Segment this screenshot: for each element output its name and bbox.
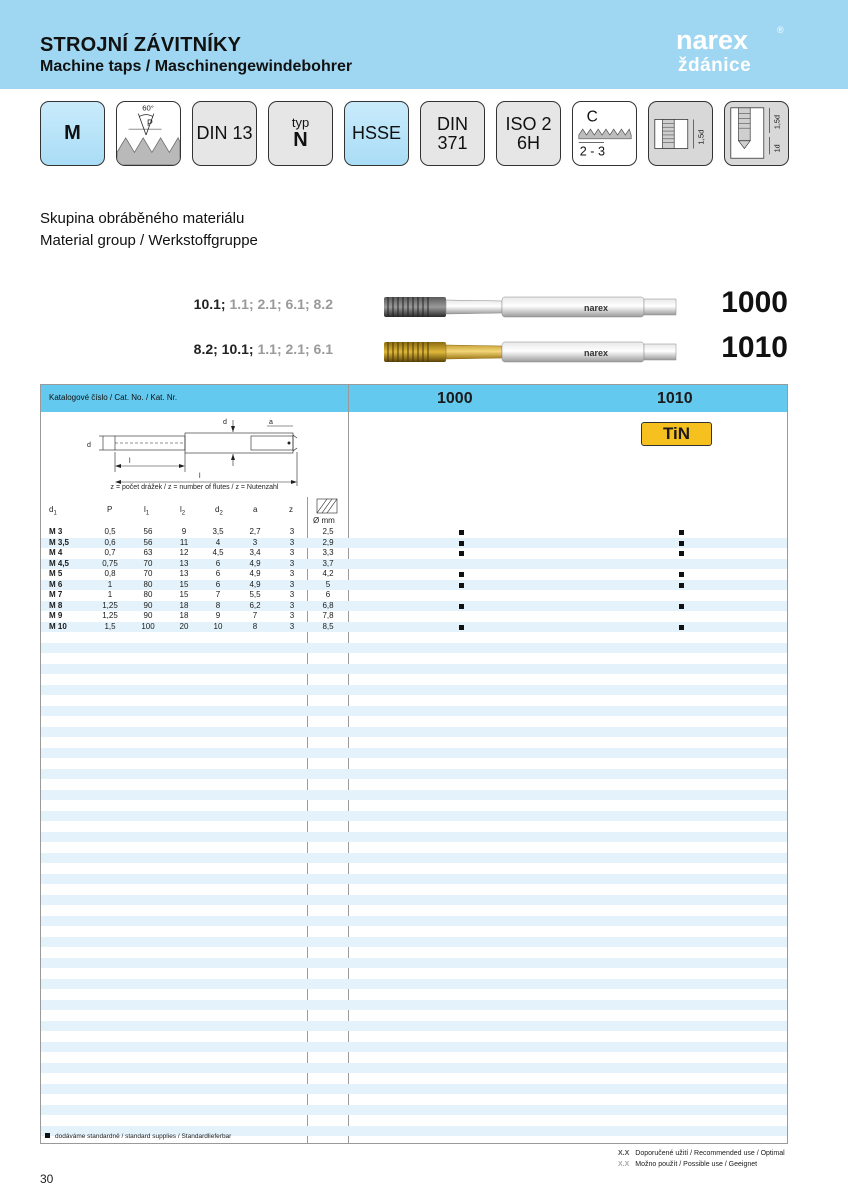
- table-row: [41, 674, 787, 685]
- cell-l2: 15: [179, 590, 189, 599]
- header-a: a: [253, 505, 258, 514]
- standard-supply-mark-1000: [459, 541, 464, 546]
- cell-drill: 6,8: [322, 600, 334, 610]
- table-row: [41, 758, 787, 769]
- dimension-table: [40, 384, 788, 1144]
- square-bullet-icon: [45, 1133, 50, 1138]
- cell-drill: 3,3: [322, 548, 334, 557]
- drawing-d2: d: [223, 419, 227, 426]
- iso-line1: ISO 2: [505, 113, 552, 134]
- blind-d-label: 1d: [772, 144, 782, 153]
- table-row: [41, 800, 787, 811]
- header-band: [0, 0, 848, 89]
- legend-possible: X.X Možno použít / Possible use / Geeignet: [618, 1161, 758, 1168]
- table-row: [41, 716, 787, 727]
- din371-icon: [420, 101, 485, 166]
- pitch-label: P: [147, 118, 153, 129]
- material-group-line1: Skupina obráběného materiálu: [40, 210, 245, 227]
- cell-l1: 56: [143, 537, 153, 547]
- cell-a: 8: [252, 621, 258, 631]
- standard-supply-mark-1000: [459, 583, 464, 588]
- table-row: [41, 559, 787, 570]
- chamfer-range: 2 - 3: [579, 144, 605, 159]
- table-header-bar: [41, 385, 787, 412]
- drawing-d1: d: [87, 442, 91, 449]
- cell-l2: 11: [179, 537, 189, 547]
- cell-p: 0,8: [104, 569, 116, 578]
- standard-supply-mark-1010: [679, 530, 684, 535]
- din13-label: DIN 13: [196, 123, 253, 143]
- cell-z: 3: [289, 600, 295, 610]
- cell-d1: M 6: [49, 579, 63, 589]
- material-group-line2: Material group / Werkstoffgruppe: [40, 232, 258, 249]
- cell-a: 4,9: [249, 569, 261, 578]
- tin-coating-badge: TiN: [641, 422, 712, 446]
- cell-a: 4,9: [249, 558, 261, 568]
- cell-drill: 8,5: [322, 621, 334, 631]
- cell-a: 7: [252, 611, 258, 620]
- typ-label: typ: [291, 115, 310, 131]
- cell-a: 3,4: [249, 548, 261, 557]
- table-row: [41, 1000, 787, 1011]
- blind-depth-label: 1,5d: [772, 115, 782, 130]
- table-row: [41, 1105, 787, 1116]
- metric-label: M: [64, 122, 81, 144]
- standard-supply-note: dodáváme standardně / standard supplies / Standardlieferbar: [45, 1133, 231, 1140]
- cell-p: 0,6: [104, 537, 116, 547]
- typ-value: N: [293, 128, 308, 151]
- cell-drill: 4,2: [322, 569, 334, 578]
- cell-l2: 18: [179, 611, 189, 620]
- cell-z: 3: [289, 527, 295, 536]
- cell-d1: M 4,5: [49, 558, 70, 568]
- cell-l2: 13: [179, 569, 189, 578]
- table-row: [41, 853, 787, 864]
- drawing-l1: l: [199, 473, 201, 480]
- table-row: [41, 748, 787, 759]
- table-body: [41, 527, 787, 1136]
- table-row: [41, 538, 787, 549]
- column-1000-header: 1000: [437, 390, 473, 407]
- logo-bottom-text: ždánice: [678, 55, 752, 76]
- din371-line1: DIN: [437, 113, 468, 134]
- cell-z: 3: [289, 621, 295, 631]
- page-title: STROJNÍ ZÁVITNÍKY: [40, 34, 242, 56]
- cell-p: 1,25: [102, 600, 118, 610]
- cell-l2: 15: [179, 579, 189, 589]
- standard-supply-mark-1010: [679, 583, 684, 588]
- cell-d2: 4: [215, 537, 221, 547]
- din13-icon: [192, 101, 257, 166]
- table-row: [41, 979, 787, 990]
- cell-d2: 7: [215, 590, 221, 599]
- chamfer-letter: C: [586, 108, 598, 126]
- table-row: [41, 874, 787, 885]
- header-d2: $d_2$: [215, 505, 223, 517]
- cell-d1: M 9: [49, 611, 63, 620]
- cell-p: 1: [107, 590, 113, 599]
- table-row: [41, 842, 787, 853]
- table-row: [41, 968, 787, 979]
- table-row: [41, 569, 787, 580]
- table-row: [41, 884, 787, 895]
- cell-p: 0,5: [104, 527, 116, 536]
- cell-d1: M 3,5: [49, 537, 70, 547]
- through-hole-icon: [648, 101, 713, 166]
- tolerance-icon: [496, 101, 561, 166]
- cell-drill: 7,8: [322, 611, 334, 620]
- table-row: [41, 632, 787, 643]
- table-row: [41, 664, 787, 675]
- cell-l1: 80: [143, 579, 153, 589]
- standard-supply-mark-1000: [459, 572, 464, 577]
- cell-d1: M 10: [49, 621, 67, 631]
- standard-supply-mark-1000: [459, 625, 464, 630]
- cell-z: 3: [289, 579, 295, 589]
- table-row: [41, 737, 787, 748]
- narex-logo: [674, 24, 786, 76]
- material-hsse-icon: [344, 101, 409, 166]
- table-row: [41, 811, 787, 822]
- table-row: [41, 1042, 787, 1053]
- standard-supply-mark-1010: [679, 604, 684, 609]
- usage-legend: [618, 1148, 785, 1170]
- cell-l2: 20: [179, 621, 189, 631]
- cell-d2: 6: [215, 579, 221, 589]
- table-row: [41, 790, 787, 801]
- cell-p: 1,5: [104, 621, 116, 631]
- cell-l2: 9: [181, 527, 187, 536]
- cell-l1: 90: [143, 611, 153, 620]
- table-row: [41, 989, 787, 1000]
- product-row-1000: [0, 286, 848, 326]
- thread-profile-icon: [116, 101, 181, 166]
- cell-l1: 100: [141, 621, 155, 631]
- page-subtitle: Machine taps / Maschinengewindebohrer: [40, 58, 353, 75]
- cell-d1: M 4: [49, 548, 63, 557]
- metric-thread-icon: [40, 101, 105, 166]
- standard-supply-mark-1000: [459, 551, 464, 556]
- table-row: [41, 727, 787, 738]
- standard-supply-mark-1010: [679, 551, 684, 556]
- table-row: [41, 779, 787, 790]
- iso-line2: 6H: [516, 132, 540, 153]
- table-row: [41, 611, 787, 622]
- header-z: z: [289, 505, 293, 514]
- standard-supply-mark-1000: [459, 530, 464, 535]
- cell-d2: 4,5: [212, 548, 224, 557]
- table-row: [41, 590, 787, 601]
- standard-supply-mark-1010: [679, 572, 684, 577]
- cell-z: 3: [289, 590, 295, 599]
- table-row: [41, 821, 787, 832]
- header-l2: $l_2$: [180, 505, 186, 517]
- table-row: [41, 580, 787, 591]
- table-row: [41, 947, 787, 958]
- cell-p: 0,75: [102, 558, 118, 568]
- cell-z: 3: [289, 548, 295, 557]
- table-row: [41, 695, 787, 706]
- table-row: [41, 685, 787, 696]
- cell-z: 3: [289, 569, 295, 578]
- drill-diameter-label: Ø mm: [313, 516, 335, 525]
- tap-brand-1000: narex: [584, 303, 609, 313]
- blind-hole-icon: [724, 101, 789, 166]
- cell-l1: 56: [143, 527, 153, 536]
- cell-d1: M 8: [49, 600, 63, 610]
- legend-recommended: X.X Doporučené užití / Recommended use / Optimal: [618, 1150, 785, 1157]
- cell-p: 0,7: [104, 548, 116, 557]
- header-l1: $l_1$: [144, 505, 150, 517]
- cell-l1: 70: [143, 569, 153, 578]
- cell-p: 1: [107, 579, 113, 589]
- table-row: [41, 926, 787, 937]
- cell-d1: M 5: [49, 569, 63, 578]
- cell-a: 2,7: [249, 527, 261, 536]
- property-icons: [40, 101, 788, 167]
- table-row: [41, 832, 787, 843]
- cell-drill: 2,9: [322, 537, 334, 547]
- catalog-number-label: Katalogové číslo / Cat. No. / Kat. Nr.: [49, 393, 178, 402]
- cell-l2: 18: [179, 600, 189, 610]
- hsse-label: HSSE: [351, 123, 402, 143]
- cell-drill: 3,7: [322, 558, 334, 568]
- cell-d2: 10: [213, 621, 223, 631]
- table-row: [41, 1031, 787, 1042]
- standard-supply-mark-1010: [679, 541, 684, 546]
- cell-d2: 8: [215, 600, 221, 610]
- din371-line2: 371: [437, 132, 468, 153]
- logo-top-text: narex: [676, 25, 749, 55]
- cell-z: 3: [289, 558, 295, 568]
- table-row: [41, 1094, 787, 1105]
- chamfer-icon: [572, 101, 637, 166]
- cell-drill: 5: [325, 579, 331, 589]
- table-row: [41, 653, 787, 664]
- table-row: [41, 643, 787, 654]
- cell-d1: M 3: [49, 527, 63, 536]
- cell-l2: 12: [179, 548, 189, 557]
- table-row: [41, 895, 787, 906]
- cell-a: 3: [252, 537, 258, 547]
- cell-d1: M 7: [49, 590, 63, 599]
- table-row: [41, 1073, 787, 1084]
- cell-a: 6,2: [249, 600, 261, 610]
- cell-z: 3: [289, 537, 295, 547]
- page-number: 30: [40, 1172, 54, 1186]
- drawing-a: a: [269, 419, 273, 426]
- cell-l1: 80: [143, 590, 153, 599]
- product-row-1010: [0, 331, 848, 371]
- header-p: P: [107, 505, 113, 514]
- cell-l1: 90: [143, 600, 153, 610]
- cell-z: 3: [289, 611, 295, 620]
- angle-label: 60°: [142, 103, 154, 113]
- tap-image-1010: [384, 337, 678, 367]
- cell-l2: 13: [179, 558, 189, 568]
- tap-type-icon: [268, 101, 333, 166]
- cell-l1: 63: [143, 548, 153, 557]
- table-row: [41, 916, 787, 927]
- standard-supply-mark-1010: [679, 625, 684, 630]
- table-row: [41, 905, 787, 916]
- cell-d2: 6: [215, 569, 221, 578]
- cell-d2: 3,5: [212, 527, 224, 536]
- cell-drill: 6: [325, 590, 331, 599]
- through-depth-label: 1,5d: [696, 129, 706, 145]
- table-row: [41, 1010, 787, 1021]
- cell-p: 1,25: [102, 611, 118, 620]
- table-row: [41, 527, 787, 538]
- cell-l1: 70: [143, 558, 153, 568]
- header-d1: $d_1$: [49, 505, 57, 517]
- cell-a: 4,9: [249, 579, 261, 589]
- cell-d2: 9: [215, 611, 221, 620]
- product-number-1010: 1010: [721, 331, 788, 364]
- tap-brand-1010: narex: [584, 348, 609, 358]
- cell-d2: 6: [215, 558, 221, 568]
- table-row: [41, 863, 787, 874]
- material-group-heading: [40, 208, 258, 252]
- table-row: [41, 1052, 787, 1063]
- table-row: [41, 601, 787, 612]
- flute-note: z = počet drážek / z = number of flutes / z = Nutenzahl: [110, 484, 279, 491]
- material-codes-1010: 8.2; 10.1; 1.1; 2.1; 6.1: [193, 341, 333, 357]
- table-row: [41, 622, 787, 633]
- table-row: [41, 1084, 787, 1095]
- column-1010-header: 1010: [657, 390, 693, 407]
- table-row: [41, 1063, 787, 1074]
- table-row: [41, 548, 787, 559]
- logo-registered-mark: ®: [777, 25, 784, 35]
- standard-supply-mark-1000: [459, 604, 464, 609]
- drawing-l2: l: [129, 458, 131, 465]
- table-row: [41, 937, 787, 948]
- table-row: [41, 1021, 787, 1032]
- product-number-1000: 1000: [721, 286, 788, 319]
- table-row: [41, 958, 787, 969]
- cell-a: 5,5: [249, 590, 261, 599]
- table-row: [41, 1115, 787, 1126]
- table-row: [41, 769, 787, 780]
- material-codes-1000: 10.1; 1.1; 2.1; 6.1; 8.2: [193, 296, 333, 312]
- cell-drill: 2,5: [322, 527, 334, 536]
- table-row: [41, 706, 787, 717]
- tap-image-1000: [384, 292, 678, 322]
